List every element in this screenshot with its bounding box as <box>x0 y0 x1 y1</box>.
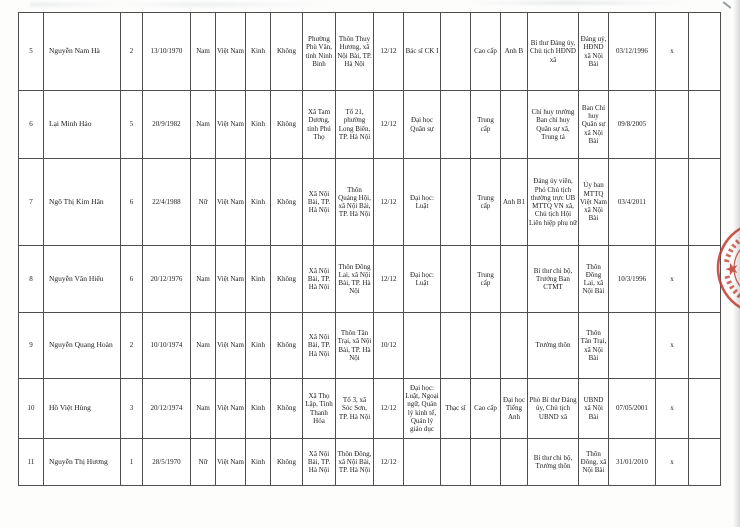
col-dob: 13/10/1970 <box>143 13 191 91</box>
col-nationality: Việt Nam <box>216 246 246 313</box>
col-birthplace: Xã Nội Bài, TP. Hà Nội <box>303 439 336 486</box>
col-language <box>501 313 528 379</box>
col-ethnicity: Kinh <box>246 246 271 313</box>
col-language: Anh B <box>501 13 528 91</box>
col-birthplace: Xã Nội Bài, TP. Hà Nội <box>303 313 336 379</box>
col-number: 1 <box>121 439 143 486</box>
col-name: Nguyễn Thị Hương <box>44 439 121 486</box>
col-political-theory: Trung cấp <box>471 246 501 313</box>
col-language <box>501 91 528 159</box>
col-date: 09/8/2005 <box>609 91 656 159</box>
col-workplace: Ủy ban MTTQ Việt Nam xã Nội Bài <box>579 159 609 246</box>
roster-table-wrap <box>18 12 721 486</box>
col-religion: Không <box>271 379 303 439</box>
col-education-level: 10/12 <box>374 313 404 379</box>
col-nationality: Việt Nam <box>216 91 246 159</box>
col-number: 2 <box>121 13 143 91</box>
roster-table-body <box>19 13 721 486</box>
col-gender: Nữ <box>191 439 216 486</box>
col-political-theory <box>471 439 501 486</box>
table-row <box>19 313 721 379</box>
col-religion: Không <box>271 159 303 246</box>
col-index: 8 <box>19 246 44 313</box>
col-nationality: Việt Nam <box>216 379 246 439</box>
col-political-theory: Trung cấp <box>471 159 501 246</box>
col-education-level: 12/12 <box>374 13 404 91</box>
col-mark: x <box>656 13 689 91</box>
col-gender: Nam <box>191 379 216 439</box>
col-education-level: 12/12 <box>374 91 404 159</box>
col-position: Bí thư Đảng ủy, Chủ tịch HĐND xã <box>528 13 579 91</box>
col-ethnicity: Kinh <box>246 159 271 246</box>
col-workplace: Thôn Tân Trại, xã Nội Bài <box>579 313 609 379</box>
col-mark: x <box>656 246 689 313</box>
col-ethnicity: Kinh <box>246 13 271 91</box>
col-name: Lại Minh Hảo <box>44 91 121 159</box>
col-position: Đảng ủy viên, Phó Chủ tịch thường trực UB MTTQ VN xã, Chủ tịch Hội Liên hiệp phụ nữ <box>528 159 579 246</box>
col-name: Hồ Việt Hùng <box>44 379 121 439</box>
col-gender: Nam <box>191 246 216 313</box>
col-date: 03/12/1996 <box>609 13 656 91</box>
col-index: 10 <box>19 379 44 439</box>
col-political-theory: Cao cấp <box>471 379 501 439</box>
col-note <box>689 13 721 91</box>
col-ethnicity: Kinh <box>246 91 271 159</box>
col-birthplace: Xã Nội Bài, TP. Hà Nội <box>303 246 336 313</box>
col-number: 2 <box>121 313 143 379</box>
col-number: 5 <box>121 91 143 159</box>
col-date: 07/05/2001 <box>609 379 656 439</box>
col-political-theory: Trung cấp <box>471 91 501 159</box>
col-language <box>501 246 528 313</box>
col-position: Chỉ huy trưởng Ban chỉ huy Quân sự xã, Trung tá <box>528 91 579 159</box>
col-degree <box>441 313 471 379</box>
col-date <box>609 313 656 379</box>
col-residence: Thôn Thuy Hương, xã Nội Bài, TP. Hà Nội <box>336 13 374 91</box>
col-dob: 22/4/1988 <box>143 159 191 246</box>
col-workplace: Thôn Đông, xã Nội Bài <box>579 439 609 486</box>
col-name: Nguyễn Quang Hoàn <box>44 313 121 379</box>
col-position: Bí thư chi bộ, Trưởng thôn <box>528 439 579 486</box>
col-workplace: UBND xã Nội Bài <box>579 379 609 439</box>
table-row <box>19 159 721 246</box>
col-dob: 28/5/1970 <box>143 439 191 486</box>
col-mark: x <box>656 313 689 379</box>
col-number: 3 <box>121 379 143 439</box>
col-date: 03/4/2011 <box>609 159 656 246</box>
col-language <box>501 439 528 486</box>
table-row <box>19 13 721 91</box>
col-index: 6 <box>19 91 44 159</box>
col-residence: Tổ 21, phường Long Biên, TP. Hà Nội <box>336 91 374 159</box>
table-row <box>19 91 721 159</box>
col-education-level: 12/12 <box>374 246 404 313</box>
col-date: 10/3/1996 <box>609 246 656 313</box>
col-position: Trưởng thôn <box>528 313 579 379</box>
col-degree <box>441 13 471 91</box>
col-degree <box>441 246 471 313</box>
col-nationality: Việt Nam <box>216 13 246 91</box>
col-gender: Nam <box>191 13 216 91</box>
col-religion: Không <box>271 246 303 313</box>
col-residence: Thôn Tân Trại, xã Nội Bài, TP. Hà Nội <box>336 313 374 379</box>
col-birthplace: Xã Thọ Lập, Tỉnh Thanh Hóa <box>303 379 336 439</box>
col-education-level: 12/12 <box>374 439 404 486</box>
col-index: 5 <box>19 13 44 91</box>
col-note <box>689 379 721 439</box>
col-gender: Nữ <box>191 159 216 246</box>
scan-artifact <box>30 2 330 7</box>
col-religion: Không <box>271 439 303 486</box>
col-position: Phó Bí thư Đảng ủy, Chủ tịch UBND xã <box>528 379 579 439</box>
col-birthplace: Xã Nội Bài, TP. Hà Nội <box>303 159 336 246</box>
col-residence: Thôn Quảng Hội, xã Nội Bài, TP. Hà Nội <box>336 159 374 246</box>
col-religion: Không <box>271 313 303 379</box>
col-residence: Tổ 3, xã Sóc Sơn, TP. Hà Nội <box>336 379 374 439</box>
col-nationality: Việt Nam <box>216 313 246 379</box>
col-ethnicity: Kinh <box>246 439 271 486</box>
col-note <box>689 159 721 246</box>
col-nationality: Việt Nam <box>216 439 246 486</box>
col-language: Anh B1 <box>501 159 528 246</box>
col-ethnicity: Kinh <box>246 379 271 439</box>
col-qualification: Đại học: Luật <box>404 246 441 313</box>
col-nationality: Việt Nam <box>216 159 246 246</box>
col-index: 9 <box>19 313 44 379</box>
col-residence: Thôn Đông, xã Nội Bài, TP. Hà Nội <box>336 439 374 486</box>
pen-mark <box>722 1 731 9</box>
col-name: Nguyễn Nam Hà <box>44 13 121 91</box>
col-political-theory: Cao cấp <box>471 13 501 91</box>
col-dob: 20/12/1976 <box>143 246 191 313</box>
scan-artifact <box>470 1 710 5</box>
col-number: 6 <box>121 159 143 246</box>
col-gender: Nam <box>191 91 216 159</box>
col-workplace: Đảng uỷ, HĐND xã Nội Bài <box>579 13 609 91</box>
table-row <box>19 439 721 486</box>
col-dob: 10/10/1974 <box>143 313 191 379</box>
col-note <box>689 439 721 486</box>
col-qualification: Đại học: Luật, Ngoại ngữ, Quản lý kinh tế, Quản lý giáo dục <box>404 379 441 439</box>
col-degree <box>441 439 471 486</box>
col-mark: x <box>656 379 689 439</box>
col-religion: Không <box>271 91 303 159</box>
table-row <box>19 379 721 439</box>
col-birthplace: Phường Phù Vân, tỉnh Ninh Bình <box>303 13 336 91</box>
col-residence: Thôn Đông Lai, xã Nội Bài, TP. Hà Nội <box>336 246 374 313</box>
col-number: 6 <box>121 246 143 313</box>
col-education-level: 12/12 <box>374 159 404 246</box>
col-degree <box>441 91 471 159</box>
col-qualification <box>404 439 441 486</box>
col-index: 11 <box>19 439 44 486</box>
col-political-theory <box>471 313 501 379</box>
col-qualification <box>404 313 441 379</box>
col-note <box>689 246 721 313</box>
col-qualification: Bác sĩ CK I <box>404 13 441 91</box>
col-ethnicity: Kinh <box>246 313 271 379</box>
col-dob: 20/9/1982 <box>143 91 191 159</box>
col-workplace: Thôn Đông Lai, xã Nội Bài <box>579 246 609 313</box>
col-qualification: Đại học: Luật <box>404 159 441 246</box>
scan-edge <box>733 0 740 527</box>
col-language: Đại học Tiếng Anh <box>501 379 528 439</box>
col-name: Nguyễn Văn Hiểu <box>44 246 121 313</box>
col-mark: x <box>656 439 689 486</box>
col-education-level: 12/12 <box>374 379 404 439</box>
col-dob: 20/12/1974 <box>143 379 191 439</box>
col-index: 7 <box>19 159 44 246</box>
col-religion: Không <box>271 13 303 91</box>
col-name: Ngô Thị Kim Hân <box>44 159 121 246</box>
table-row <box>19 246 721 313</box>
col-date: 31/01/2010 <box>609 439 656 486</box>
col-degree <box>441 159 471 246</box>
col-birthplace: Xã Tam Dương, tỉnh Phú Thọ <box>303 91 336 159</box>
col-qualification: Đại học Quân sự <box>404 91 441 159</box>
col-mark <box>656 159 689 246</box>
col-note <box>689 91 721 159</box>
col-gender: Nam <box>191 313 216 379</box>
col-degree: Thạc sĩ <box>441 379 471 439</box>
col-workplace: Ban Chỉ huy Quân sự xã Nội Bài <box>579 91 609 159</box>
col-mark <box>656 91 689 159</box>
col-note <box>689 313 721 379</box>
roster-table <box>18 12 721 486</box>
col-position: Bí thư chi bộ, Trưởng Ban CTMT <box>528 246 579 313</box>
